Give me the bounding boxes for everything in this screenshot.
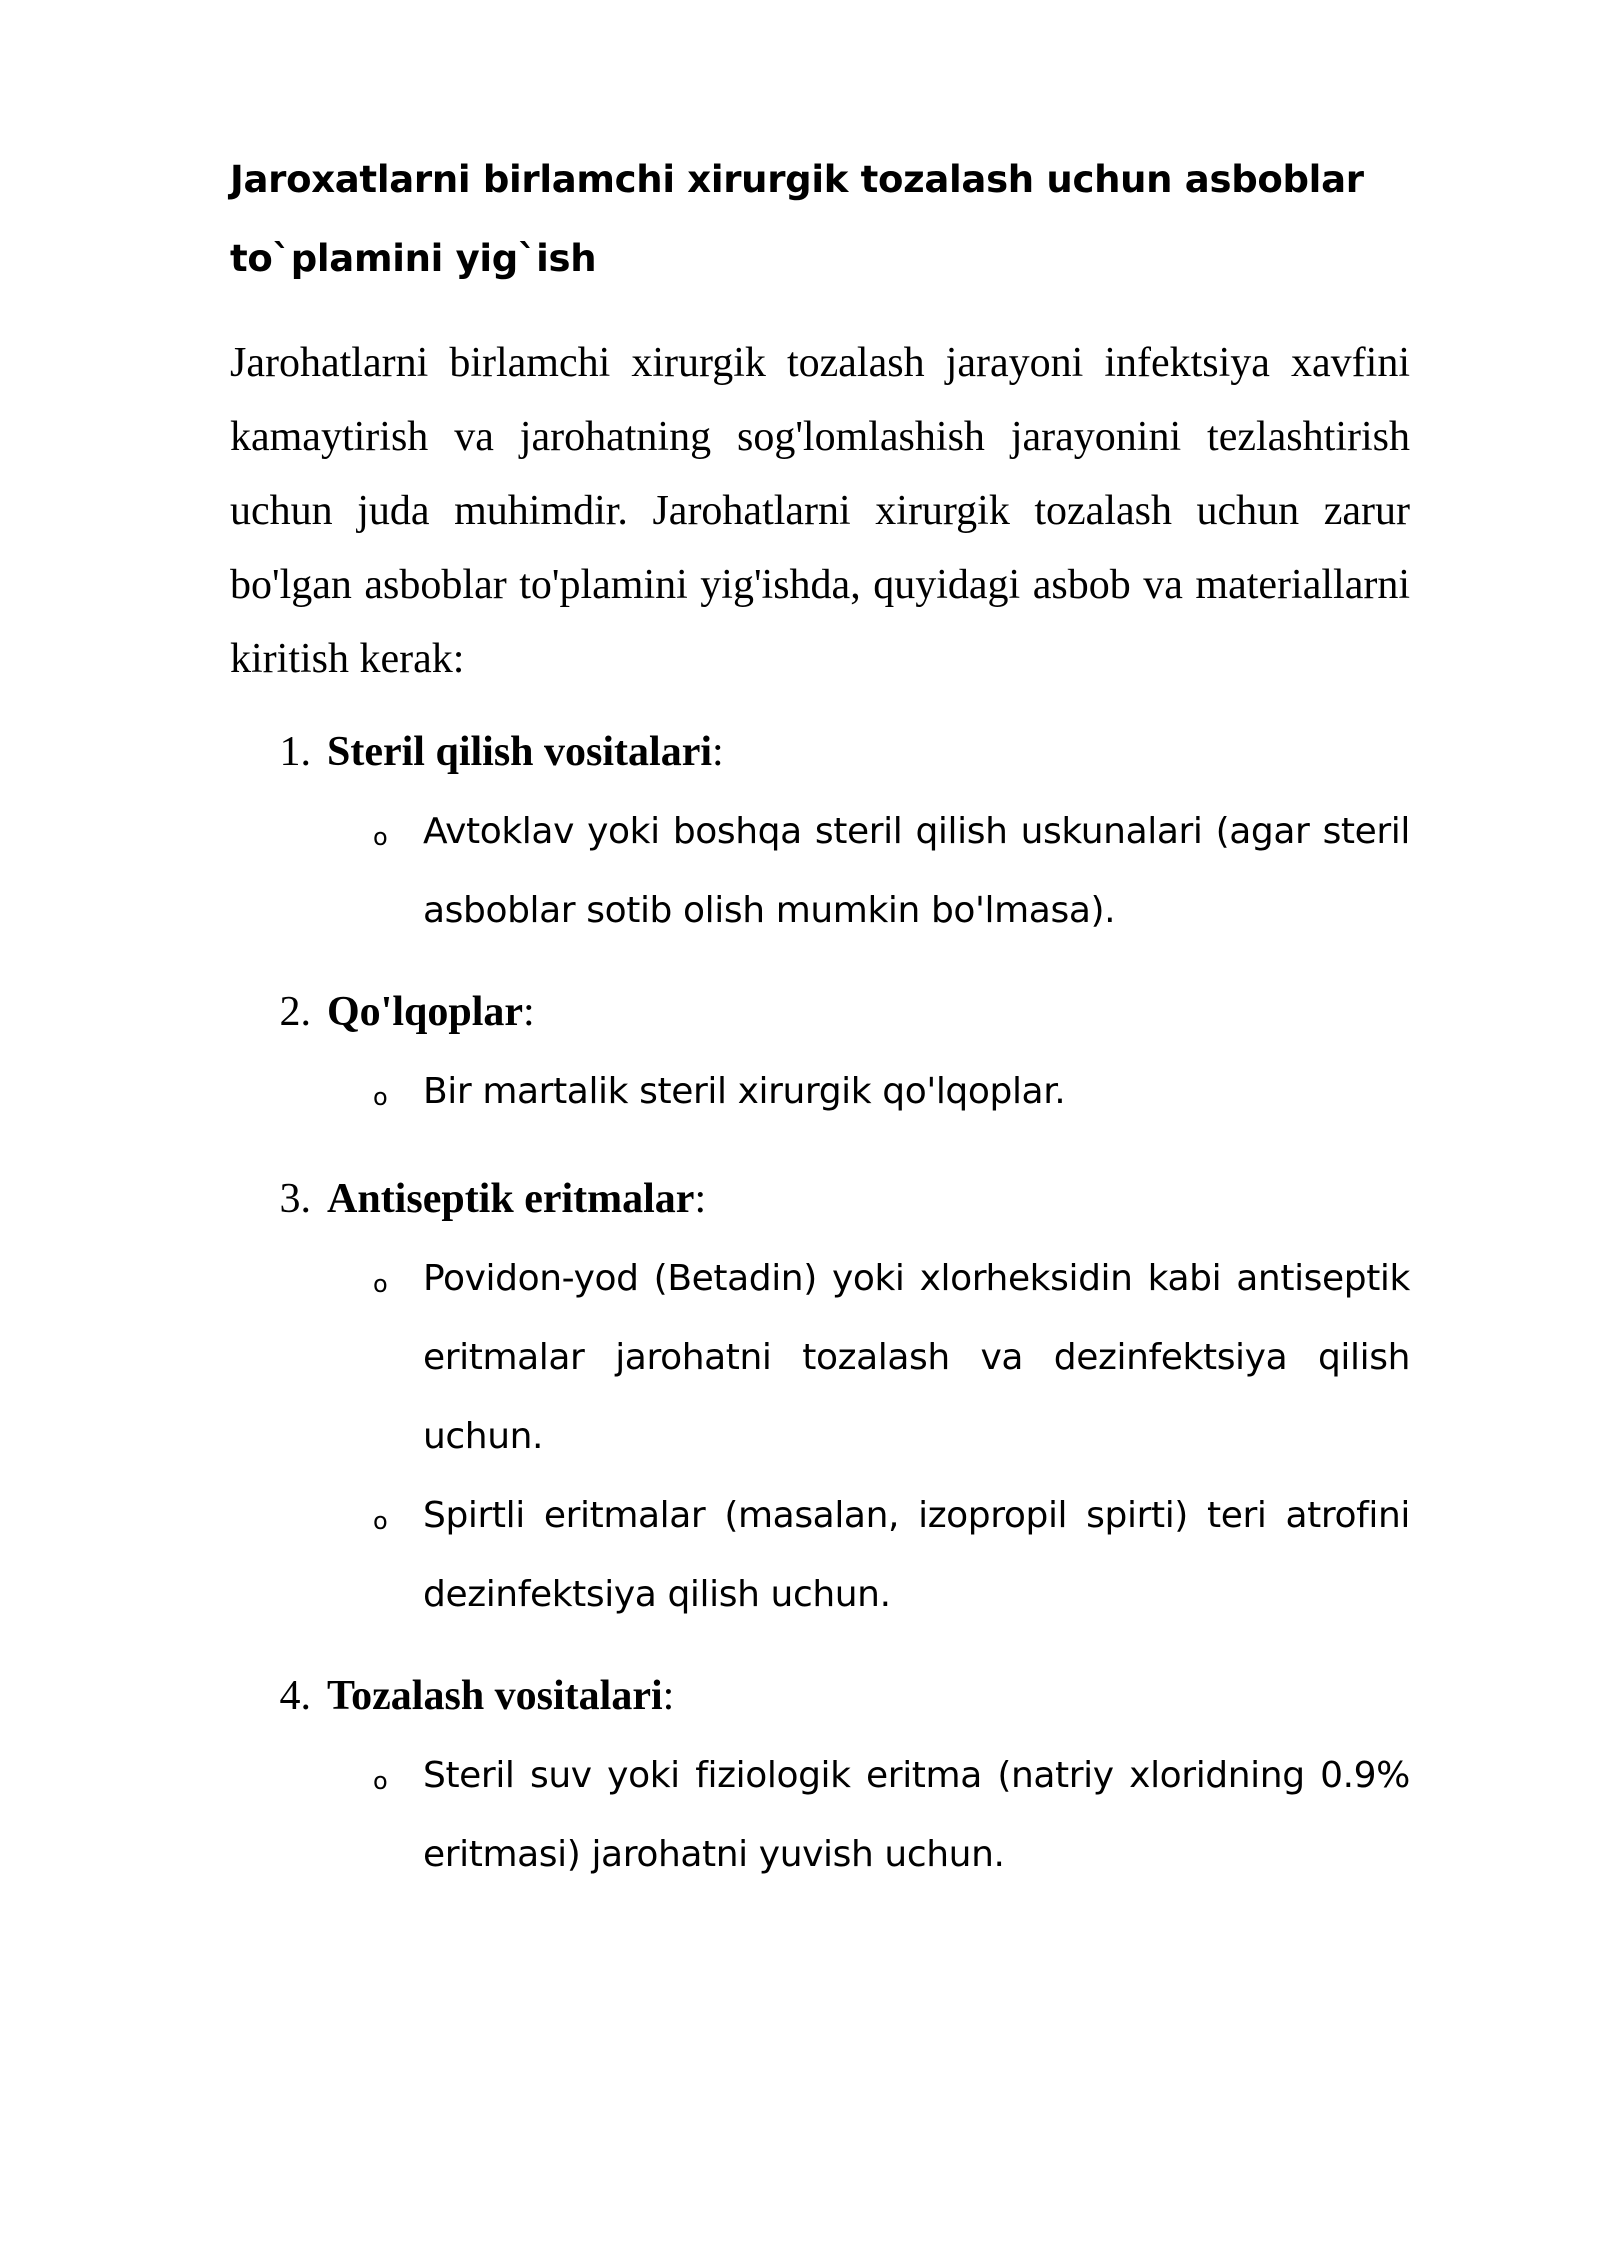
circle-bullet-icon: o xyxy=(373,1270,388,1298)
sub-item-text: Spirtli eritmalar (masalan, izopropil spirti) teri atrofini dezinfektsiya qilish uchun. xyxy=(423,1495,1410,1615)
list-item xyxy=(230,1666,1410,1894)
list-item xyxy=(230,982,1410,1137)
section-heading: 3. Antiseptik eritmalar: xyxy=(230,1169,1410,1229)
sub-list-item xyxy=(230,1476,1410,1634)
document-title: Jaroxatlarni birlamchi xirurgik tozalash uchun asboblar to`plamini yig`ish xyxy=(230,158,1364,280)
circle-bullet-icon: o xyxy=(373,1507,388,1535)
section-title: Tozalash vositalari xyxy=(327,1673,663,1719)
sub-list xyxy=(230,792,1410,950)
sub-list xyxy=(230,1052,1410,1137)
document-page xyxy=(230,140,1410,1926)
section-number: 1. xyxy=(279,729,311,775)
list-item xyxy=(230,1169,1410,1634)
sub-item-text: Avtoklav yoki boshqa steril qilish uskunalari (agar steril asboblar sotib olish mumkin bo'lmasa). xyxy=(423,811,1410,931)
section-title: Steril qilish vositalari xyxy=(327,729,713,775)
circle-bullet-icon: o xyxy=(373,1767,388,1795)
section-heading: 4. Tozalash vositalari: xyxy=(230,1666,1410,1726)
sub-list-item xyxy=(230,1239,1410,1476)
section-title: Antiseptik eritmalar xyxy=(327,1176,695,1222)
sub-item-text: Bir martalik steril xirurgik qo'lqoplar. xyxy=(423,1071,1066,1112)
intro-paragraph: Jarohatlarni birlamchi xirurgik tozalash jarayoni infektsiya xavfini kamaytirish va jarohatning sog'lomlashish jarayonini tezlashtirish uchun juda muhimdir. Jarohatlarni xirurgik tozalash uchun zarur bo'lgan asboblar to'plamini yig'ishda, quyidagi asbob va materiallarni kiritish kerak: xyxy=(230,340,1410,682)
sub-list-item xyxy=(230,792,1410,950)
section-number: 2. xyxy=(279,989,311,1035)
sub-list xyxy=(230,1736,1410,1894)
sub-list xyxy=(230,1239,1410,1634)
circle-bullet-icon: o xyxy=(373,823,388,851)
circle-bullet-icon: o xyxy=(373,1083,388,1111)
section-heading: 2. Qo'lqoplar: xyxy=(230,982,1410,1042)
section-number: 4. xyxy=(279,1673,311,1719)
sub-item-text: Steril suv yoki fiziologik eritma (natriy xloridning 0.9% eritmasi) jarohatni yuvish uchun. xyxy=(423,1755,1410,1875)
sub-item-text: Povidon-yod (Betadin) yoki xlorheksidin kabi antiseptik eritmalar jarohatni tozalash va dezinfektsiya qilish uchun. xyxy=(423,1258,1410,1457)
sub-list-item xyxy=(230,1052,1410,1137)
section-number: 3. xyxy=(279,1176,311,1222)
numbered-list xyxy=(230,722,1410,1894)
section-title: Qo'lqoplar xyxy=(327,989,524,1035)
list-item xyxy=(230,722,1410,950)
sub-list-item xyxy=(230,1736,1410,1894)
section-heading: 1. Steril qilish vositalari: xyxy=(230,722,1410,782)
